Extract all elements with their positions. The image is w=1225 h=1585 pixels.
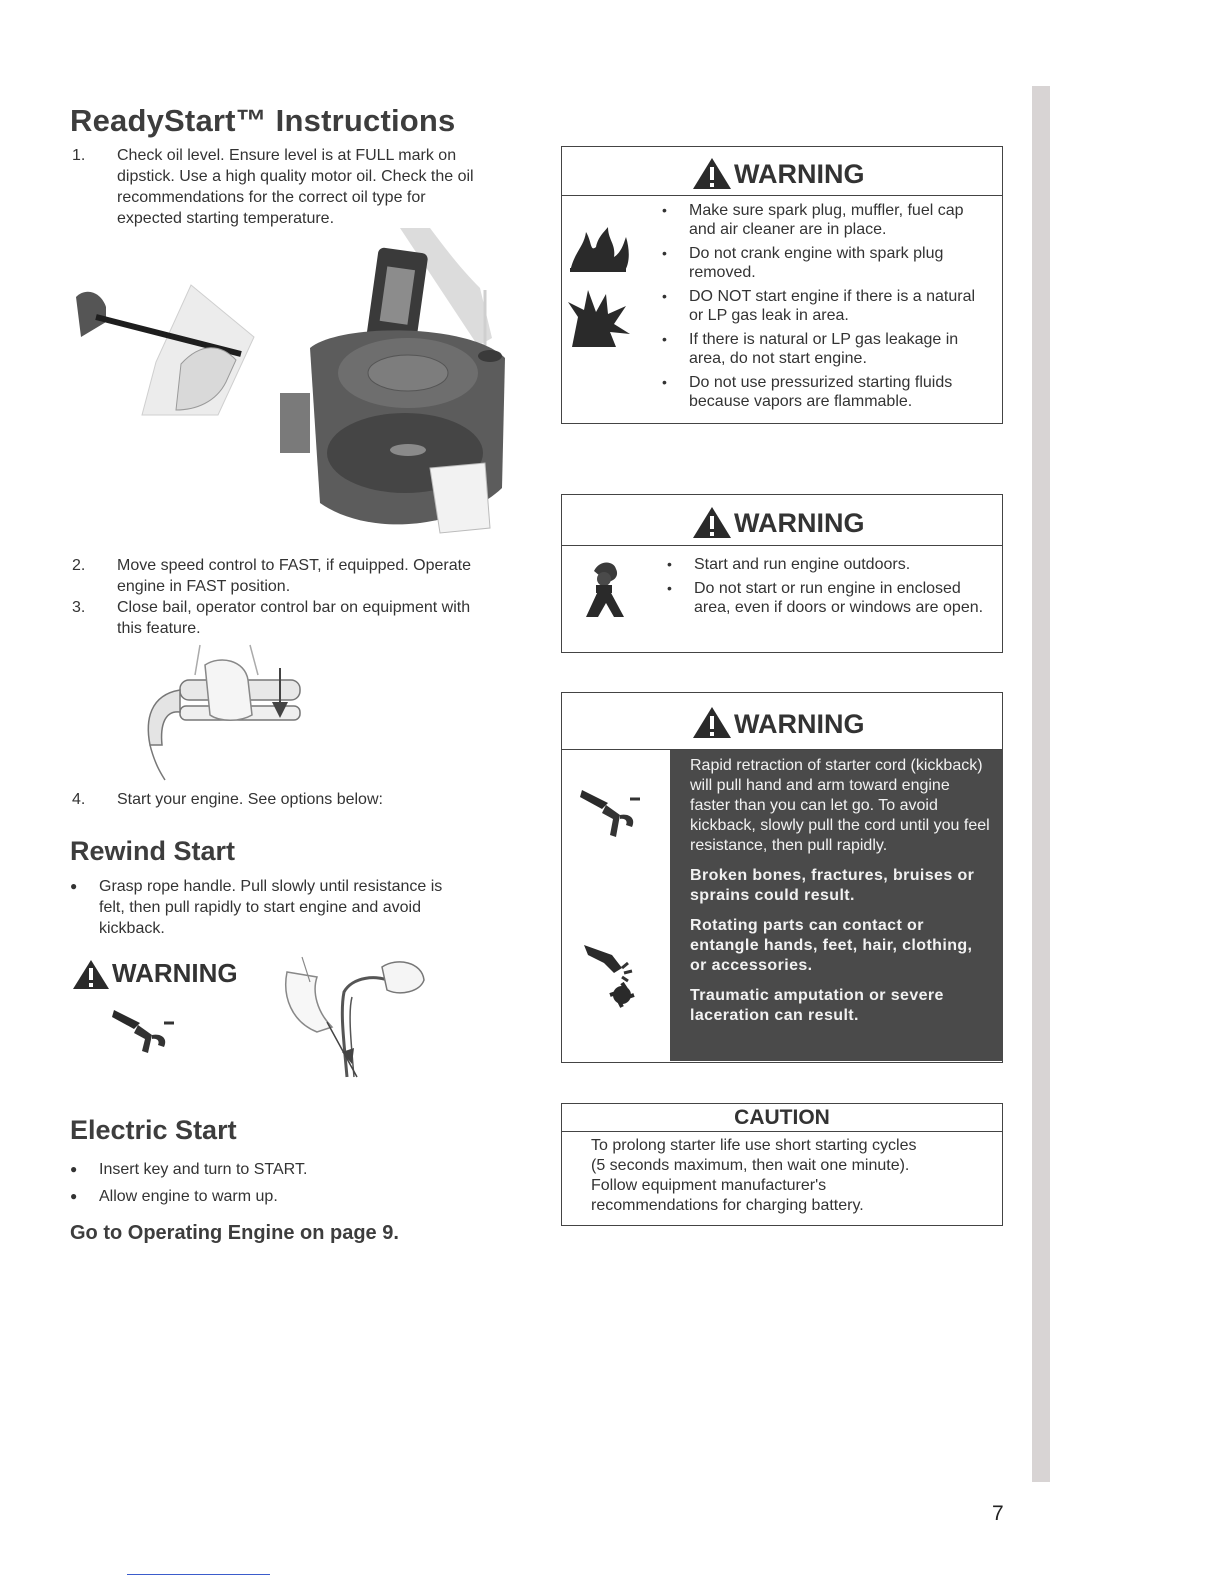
warning-triangle-icon: [692, 157, 732, 190]
warning-paragraph: Traumatic amputation or severe laceration can result.: [690, 987, 944, 1024]
dipstick-illustration: [76, 282, 261, 417]
warning-paragraph: Broken bones, fractures, bruises or sprains could result.: [690, 867, 975, 904]
bullet-line: Insert key and turn to START.: [99, 1161, 308, 1178]
bail-handle-illustration: [140, 640, 310, 785]
bullet-line: kickback.: [99, 920, 165, 937]
step-line: Move speed control to FAST, if equipped. Operate: [117, 557, 471, 574]
step-line: recommendations for the correct oil type for: [117, 189, 426, 206]
rewind-start-heading: Rewind Start: [70, 836, 236, 866]
warning-item: • If there is natural or LP gas leakage in area, do not start engine.: [662, 330, 992, 368]
fire-hazard-icon: [564, 222, 636, 352]
toxic-fumes-icon: [576, 557, 636, 619]
caution-box: [561, 1103, 1003, 1226]
bullet-dot: ●: [70, 879, 78, 893]
warning-header: [562, 693, 1002, 750]
electric-bullet: [70, 1186, 470, 1208]
warning-box-fire: [561, 146, 1003, 424]
go-to-link[interactable]: Go to Operating Engine on page 9.: [70, 1222, 399, 1244]
warning-label: WARNING: [734, 709, 865, 739]
warning-triangle-icon: [692, 706, 732, 739]
warning-list: [667, 555, 987, 622]
step-3: [72, 597, 532, 641]
step-1: [72, 145, 532, 235]
rope-pull-illustration: [282, 952, 432, 1082]
step-number: 2.: [72, 557, 86, 574]
warning-label: WARNING: [734, 508, 865, 538]
bullet-line: Allow engine to warm up.: [99, 1188, 278, 1205]
caution-line: Follow equipment manufacturer's: [591, 1177, 827, 1194]
bottom-rule: [127, 1574, 270, 1575]
rotating-parts-hazard-icon: [582, 943, 652, 1013]
step-line: this feature.: [117, 620, 201, 637]
engine-oil-fill-illustration: [280, 228, 510, 538]
warning-triangle-icon: [72, 958, 110, 990]
warning-box-kickback: [561, 692, 1003, 1063]
warning-triangle-icon: [692, 506, 732, 539]
warning-item: • DO NOT start engine if there is a natural or LP gas leak in area.: [662, 287, 992, 325]
caution-line: To prolong starter life use short starting cycles: [591, 1137, 917, 1154]
caution-header: CAUTION: [562, 1104, 1002, 1132]
kickback-hazard-icon: [112, 1005, 182, 1060]
bullet-line: felt, then pull rapidly to start engine and avoid: [99, 899, 421, 916]
step-line: expected starting temperature.: [117, 210, 335, 227]
warning-header: [562, 147, 1002, 196]
caution-line: recommendations for charging battery.: [591, 1197, 864, 1214]
kickback-hazard-icon: [580, 785, 650, 845]
warning-box-fumes: [561, 494, 1003, 653]
warning-item: • Do not start or run engine in enclosed area, even if doors or windows are open.: [667, 579, 987, 617]
rewind-warning-label: WARNING: [112, 958, 238, 988]
kickback-warning-text: [670, 750, 1003, 1061]
bullet-line: Grasp rope handle. Pull slowly until resistance is: [99, 878, 443, 895]
bullet-dot: ●: [70, 1162, 78, 1176]
step-number: 1.: [72, 147, 86, 164]
page-title: ReadyStart™ Instructions: [70, 103, 456, 138]
warning-label: WARNING: [734, 159, 865, 189]
warning-header: [562, 495, 1002, 546]
electric-bullet: [70, 1159, 470, 1181]
step-number: 4.: [72, 791, 86, 808]
warning-item: • Make sure spark plug, muffler, fuel cap and air cleaner are in place.: [662, 201, 992, 239]
warning-item: • Do not crank engine with spark plug removed.: [662, 244, 992, 282]
warning-list: [662, 201, 992, 416]
bullet-dot: ●: [70, 1189, 78, 1203]
step-line: Check oil level. Ensure level is at FULL mark on: [117, 147, 457, 164]
step-line: dipstick. Use a high quality motor oil. Check the oil: [117, 168, 474, 185]
warning-paragraph: Rotating parts can contact or entangle hands, feet, hair, clothing, or accessories.: [690, 917, 973, 974]
step-line: engine in FAST position.: [117, 578, 291, 595]
warning-item: • Start and run engine outdoors.: [667, 555, 987, 574]
step-line: Start your engine. See options below:: [117, 791, 383, 808]
warning-paragraph: Rapid retraction of starter cord (kickback) will pull hand and arm toward engine faster than you can let go. To avoid kickback, slowly pull the cord until you feel resistance, then pull rapidly.: [690, 757, 990, 854]
caution-line: (5 seconds maximum, then wait one minute).: [591, 1157, 910, 1174]
step-4: [72, 789, 532, 811]
warning-item: • Do not use pressurized starting fluids because vapors are flammable.: [662, 373, 992, 411]
rewind-start-bullet: [70, 876, 530, 942]
page-edge-strip: [1032, 86, 1050, 1482]
step-2: [72, 555, 532, 599]
step-line: Close bail, operator control bar on equipment with: [117, 599, 471, 616]
step-number: 3.: [72, 599, 86, 616]
electric-start-heading: Electric Start: [70, 1115, 237, 1145]
caution-text: [591, 1136, 996, 1216]
page-number: 7: [992, 1502, 1004, 1525]
